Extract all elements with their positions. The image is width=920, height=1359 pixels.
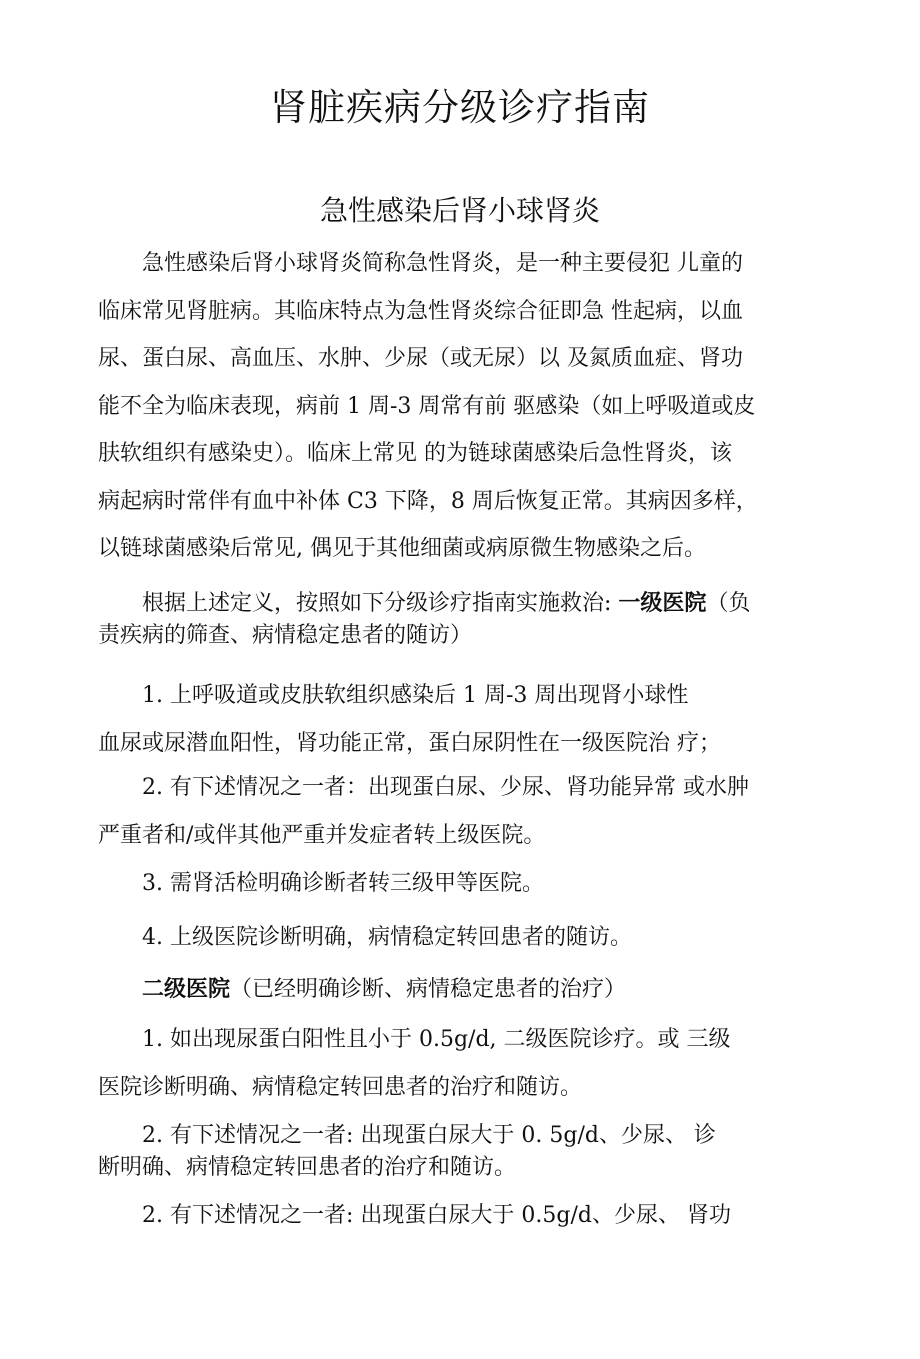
level2-item-2-line: 断明确、病情稳定转回患者的治疗和随访。: [98, 1155, 517, 1180]
intro-line: 肤软组织有感染史）。临床上常见 的为链球菌感染后急性肾炎，该: [98, 441, 732, 466]
level1-lead-text: 根据上述定义，按照如下分级诊疗指南实施救治:: [98, 591, 619, 616]
level2-item-1: [98, 1016, 823, 1112]
intro-line: 尿、蛋白尿、高血压、水肿、少尿（或无尿）以 及氮质血症、肾功: [98, 346, 743, 371]
level1-desc-continued: 责疾病的筛查、病情稳定患者的随访）: [98, 623, 473, 648]
level1-item-2-line: 严重者和/或伴其他严重并发症者转上级医院。: [98, 823, 546, 848]
intro-line: 能不全为临床表现，病前 1 周-3 周常有前 驱感染（如上呼吸道或皮: [98, 393, 756, 419]
level2-item-1-line: 1. 如出现尿蛋白阳性且小于 0.5g/d, 二级医院诊疗。或 三级: [98, 1027, 731, 1052]
level1-item-2: [98, 764, 823, 860]
intro-line: 临床常见肾脏病。其临床特点为急性肾炎综合征即急 性起病，以血: [98, 298, 743, 324]
level2-desc: （已经明确诊断、病情稳定患者的治疗）: [230, 977, 627, 1002]
level1-item-2-line: 2. 有下述情况之一者：出现蛋白尿、少尿、肾功能异常 或水肿: [98, 775, 749, 800]
section-title: 急性感染后肾小球肾炎: [319, 194, 600, 227]
level2-item-2-line: 2. 有下述情况之一者: 出现蛋白尿大于 0. 5g/d、少尿、 诊: [98, 1123, 716, 1148]
level1-item-1-line: 1. 上呼吸道或皮肤软组织感染后 1 周-3 周出现肾小球性: [98, 683, 689, 708]
level1-item-4: 4. 上级医院诊断明确，病情稳定转回患者的随访。: [98, 925, 632, 950]
document-title: 肾脏疾病分级诊疗指南: [270, 86, 650, 129]
level2-item-3: 2. 有下述情况之一者: 出现蛋白尿大于 0.5g/d、少尿、 肾功: [98, 1203, 731, 1228]
intro-line: 以链球菌感染后常见, 偶见于其他细菌或病原微生物感染之后。: [98, 536, 706, 561]
level1-item-3: 3. 需肾活检明确诊断者转三级甲等医院。: [98, 871, 544, 896]
level1-desc: （负: [706, 591, 751, 616]
level1-heading: 一级医院: [618, 591, 707, 616]
level2-item-2: [98, 1120, 823, 1184]
intro-line: 急性感染后肾小球肾炎简称急性肾炎，是一种主要侵犯 儿童的: [98, 251, 743, 276]
level2-heading: 二级医院: [142, 977, 231, 1002]
level2-item-1-line: 医院诊断明确、病情稳定转回患者的治疗和随访。: [98, 1075, 583, 1100]
level2-section-intro: [98, 970, 823, 1010]
intro-paragraph: [98, 240, 823, 573]
intro-line: 病起病时常伴有血中补体 C3 下降，8 周后恢复正常。其病因多样，: [98, 488, 758, 514]
level1-section-intro: [98, 588, 823, 652]
level1-item-1: [98, 672, 823, 768]
level1-item-1-line: 血尿或尿潜血阳性，肾功能正常，蛋白尿阴性在一级医院治 疗；: [98, 731, 721, 756]
